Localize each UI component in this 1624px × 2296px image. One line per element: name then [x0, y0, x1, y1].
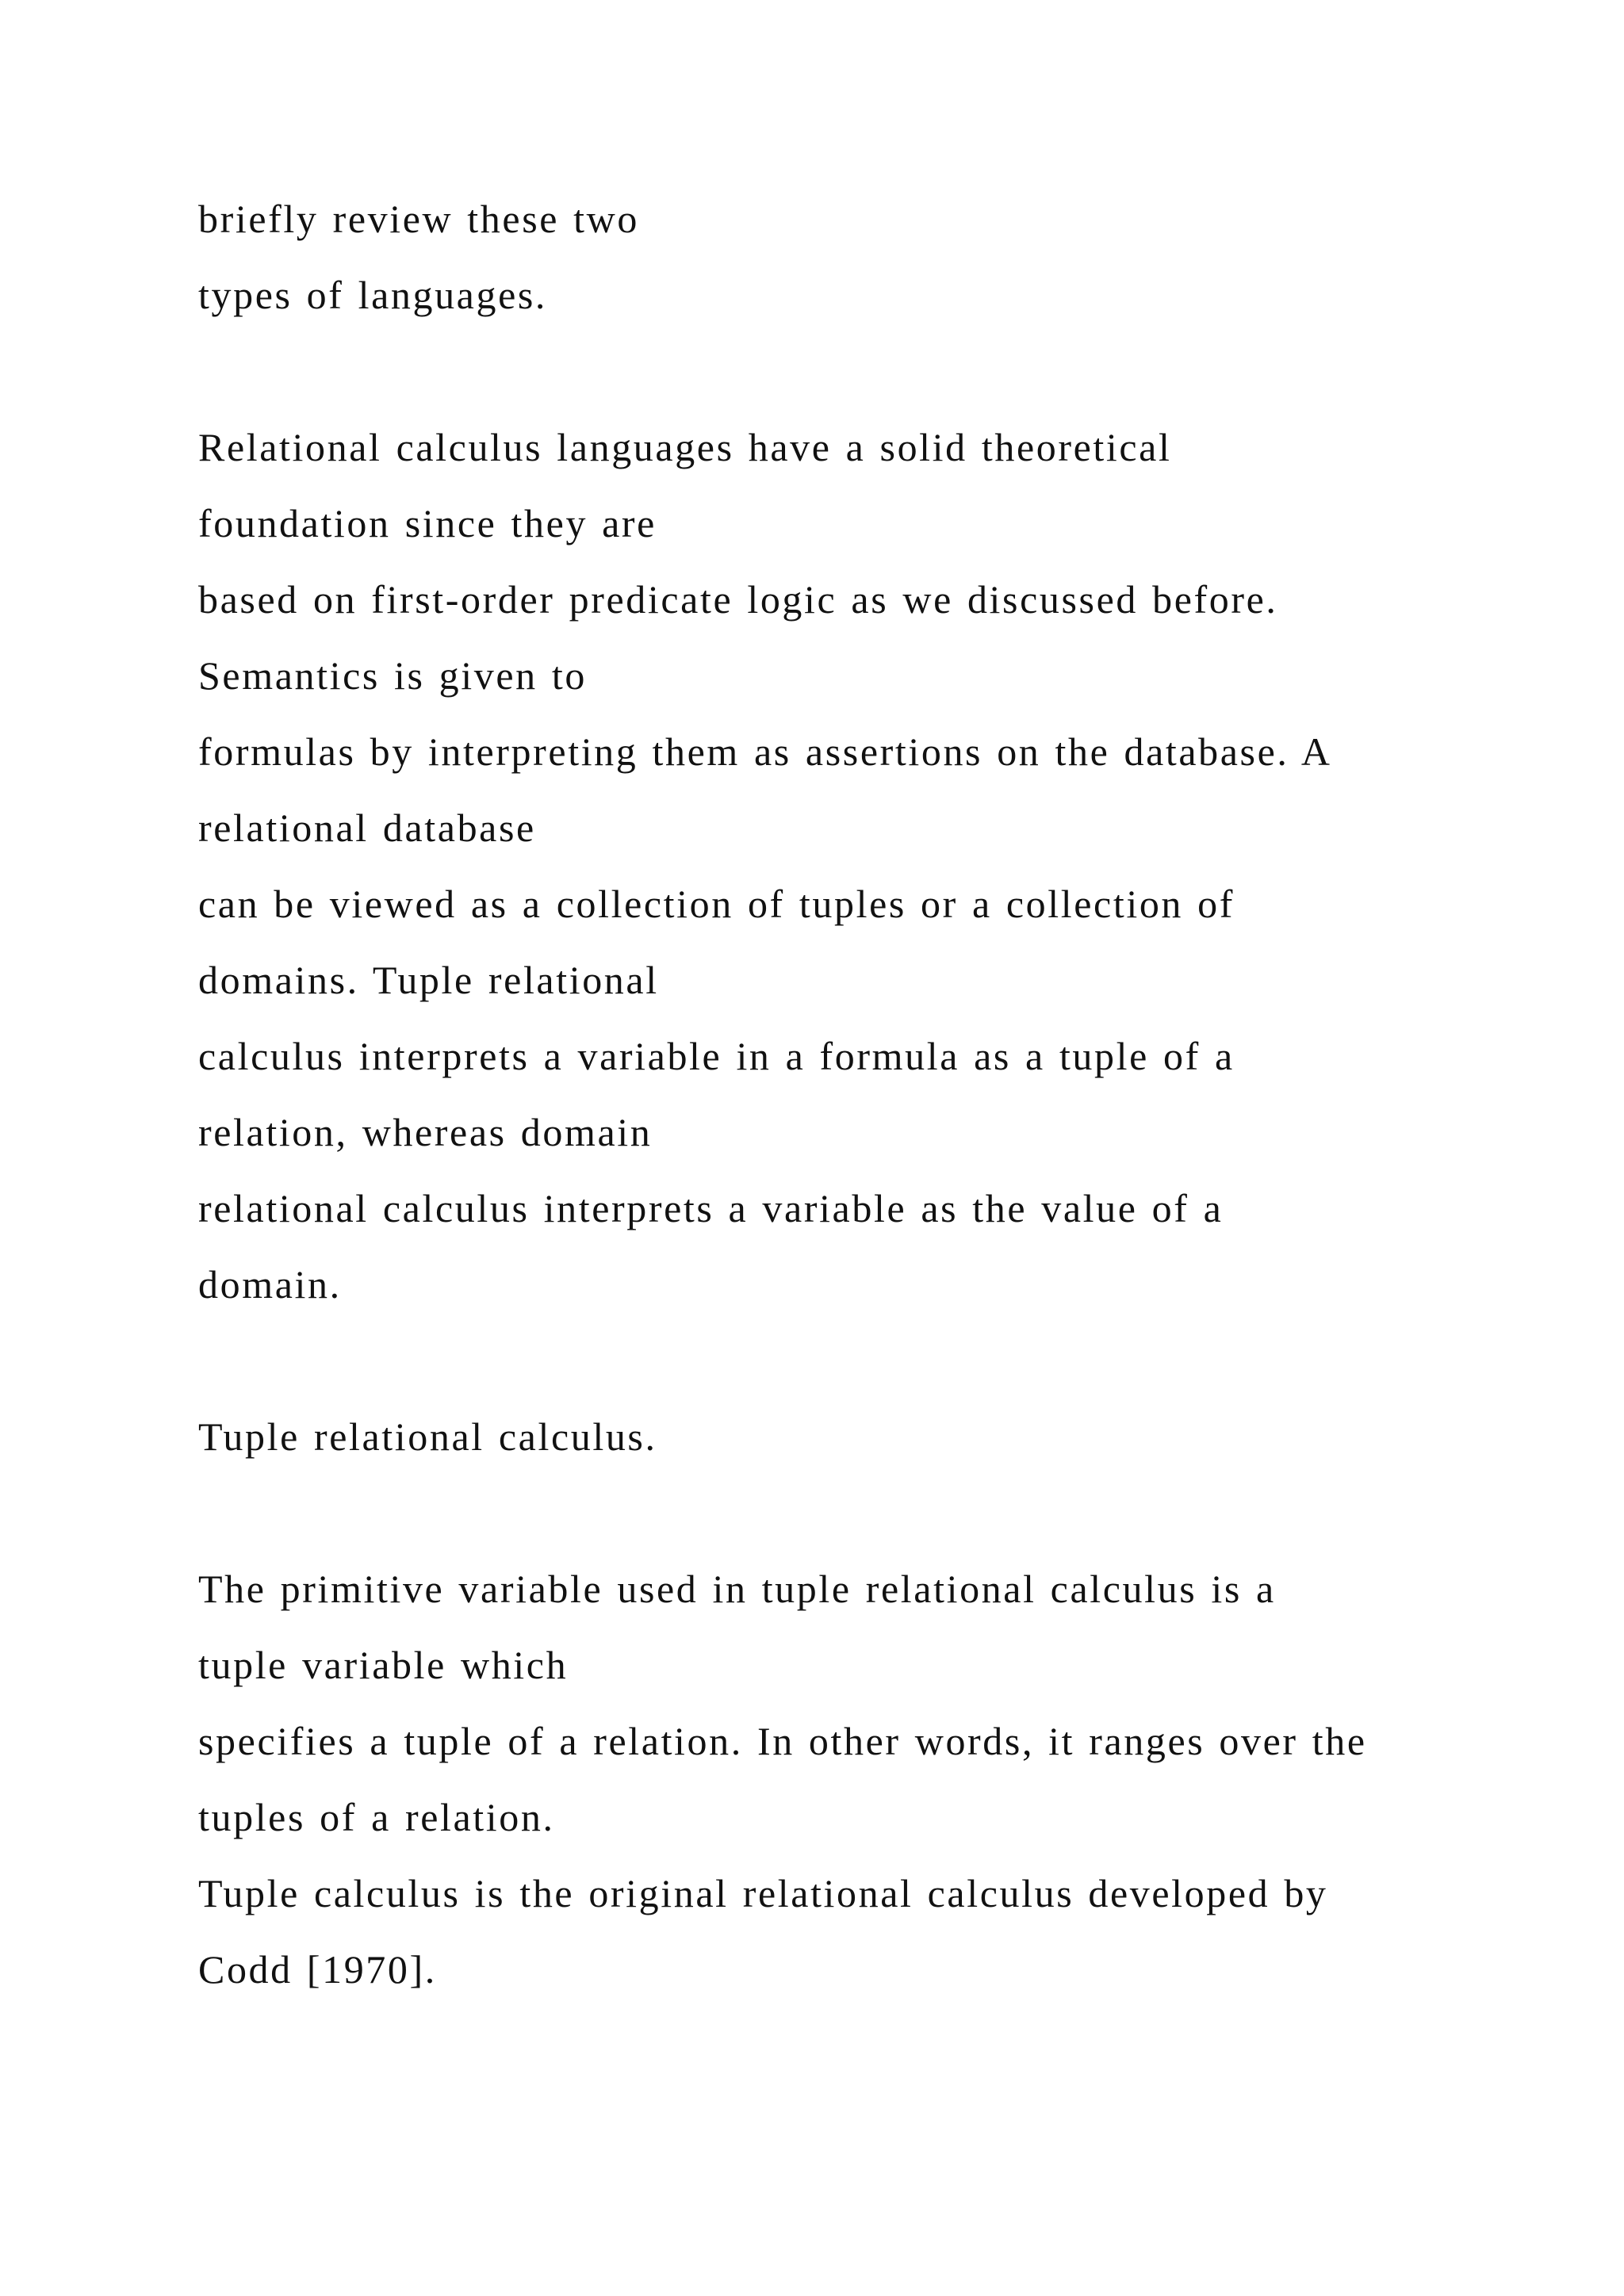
- text-line: tuples of a relation.: [198, 1795, 555, 1839]
- document-body: [198, 181, 1546, 2007]
- text-line: relational calculus interprets a variable as the value of a: [198, 1186, 1224, 1230]
- text-line: The primitive variable used in tuple relational calculus is a: [198, 1567, 1276, 1611]
- text-line: calculus interprets a variable in a formula as a tuple of a: [198, 1034, 1235, 1078]
- text-line: Semantics is given to: [198, 653, 587, 698]
- text-line: specifies a tuple of a relation. In other words, it ranges over the: [198, 1719, 1367, 1763]
- text-line: formulas by interpreting them as assertions on the database. A: [198, 729, 1332, 774]
- text-line: Codd [1970].: [198, 1947, 437, 1992]
- text-line: relation, whereas domain: [198, 1110, 653, 1154]
- text-line: Tuple calculus is the original relational calculus developed by: [198, 1871, 1328, 1915]
- paragraph-gap: [198, 1322, 1546, 1399]
- text-line: relational database: [198, 806, 536, 850]
- text-line: domain.: [198, 1262, 342, 1307]
- text-line: types of languages.: [198, 273, 548, 317]
- section-heading: Tuple relational calculus.: [198, 1414, 657, 1459]
- paragraph-gap: [198, 333, 1546, 409]
- text-line: can be viewed as a collection of tuples or a collection of: [198, 882, 1235, 926]
- text-line: tuple variable which: [198, 1643, 569, 1687]
- text-line: Relational calculus languages have a solid theoretical: [198, 425, 1172, 469]
- paragraph-gap: [198, 1475, 1546, 1551]
- text-line: domains. Tuple relational: [198, 958, 659, 1002]
- text-line: based on first-order predicate logic as we discussed before.: [198, 577, 1278, 622]
- text-line: foundation since they are: [198, 501, 657, 545]
- text-line: briefly review these two: [198, 197, 639, 241]
